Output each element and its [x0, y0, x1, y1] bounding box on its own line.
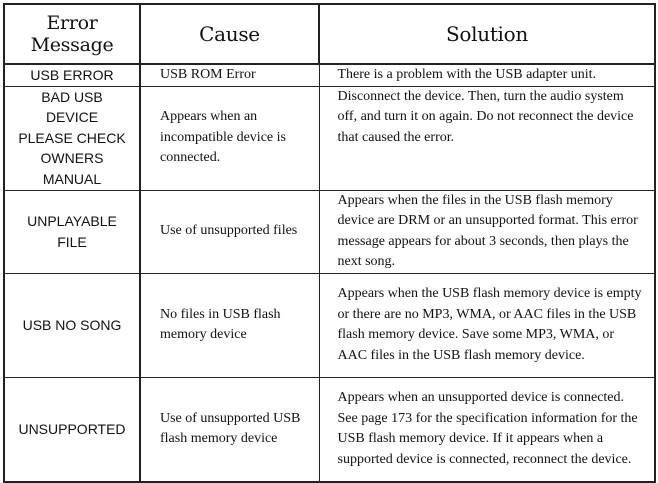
table-row: [4, 273, 655, 377]
table-row: [4, 377, 655, 482]
solution-cell: Appears when the USB flash memory device is empty or there are no MP3, WMA, or AAC files in the USB flash memory device. Save some MP3, WMA, or AAC files in the USB flash memory device.: [319, 273, 655, 377]
error-cell: USB ERROR: [4, 64, 140, 86]
table-row: [4, 86, 655, 190]
solution-cell: Disconnect the device. Then, turn the audio system off, and turn it on again. Do not reconnect the device that caused the error.: [319, 86, 655, 190]
cause-cell: Appears when an incompatible device is connected.: [140, 86, 319, 190]
solution-cell: There is a problem with the USB adapter unit.: [319, 64, 655, 86]
header-solution: Solution: [319, 4, 655, 64]
table-row: [4, 64, 655, 86]
header-error-message: Error Message: [4, 4, 140, 64]
table-header-row: [4, 4, 655, 64]
header-cause: Cause: [140, 4, 319, 64]
error-cell: UNPLAYABLE FILE: [4, 190, 140, 273]
cause-cell: No files in USB flash memory device: [140, 273, 319, 377]
cause-cell: Use of unsupported files: [140, 190, 319, 273]
cause-cell: USB ROM Error: [140, 64, 319, 86]
cause-cell: Use of unsupported USB flash memory device: [140, 377, 319, 482]
error-message-table: [3, 3, 656, 483]
error-cell: USB NO SONG: [4, 273, 140, 377]
error-cell: UNSUPPORTED: [4, 377, 140, 482]
solution-cell: Appears when an unsupported device is connected. See page 173 for the specification information for the USB flash memory device. If it appears when a supported device is connected, reconnect the device.: [319, 377, 655, 482]
solution-cell: Appears when the files in the USB flash memory device are DRM or an unsupported format. This error message appears for about 3 seconds, then plays the next song.: [319, 190, 655, 273]
table-row: [4, 190, 655, 273]
error-cell: BAD USB DEVICE PLEASE CHECK OWNERS MANUAL: [4, 86, 140, 190]
